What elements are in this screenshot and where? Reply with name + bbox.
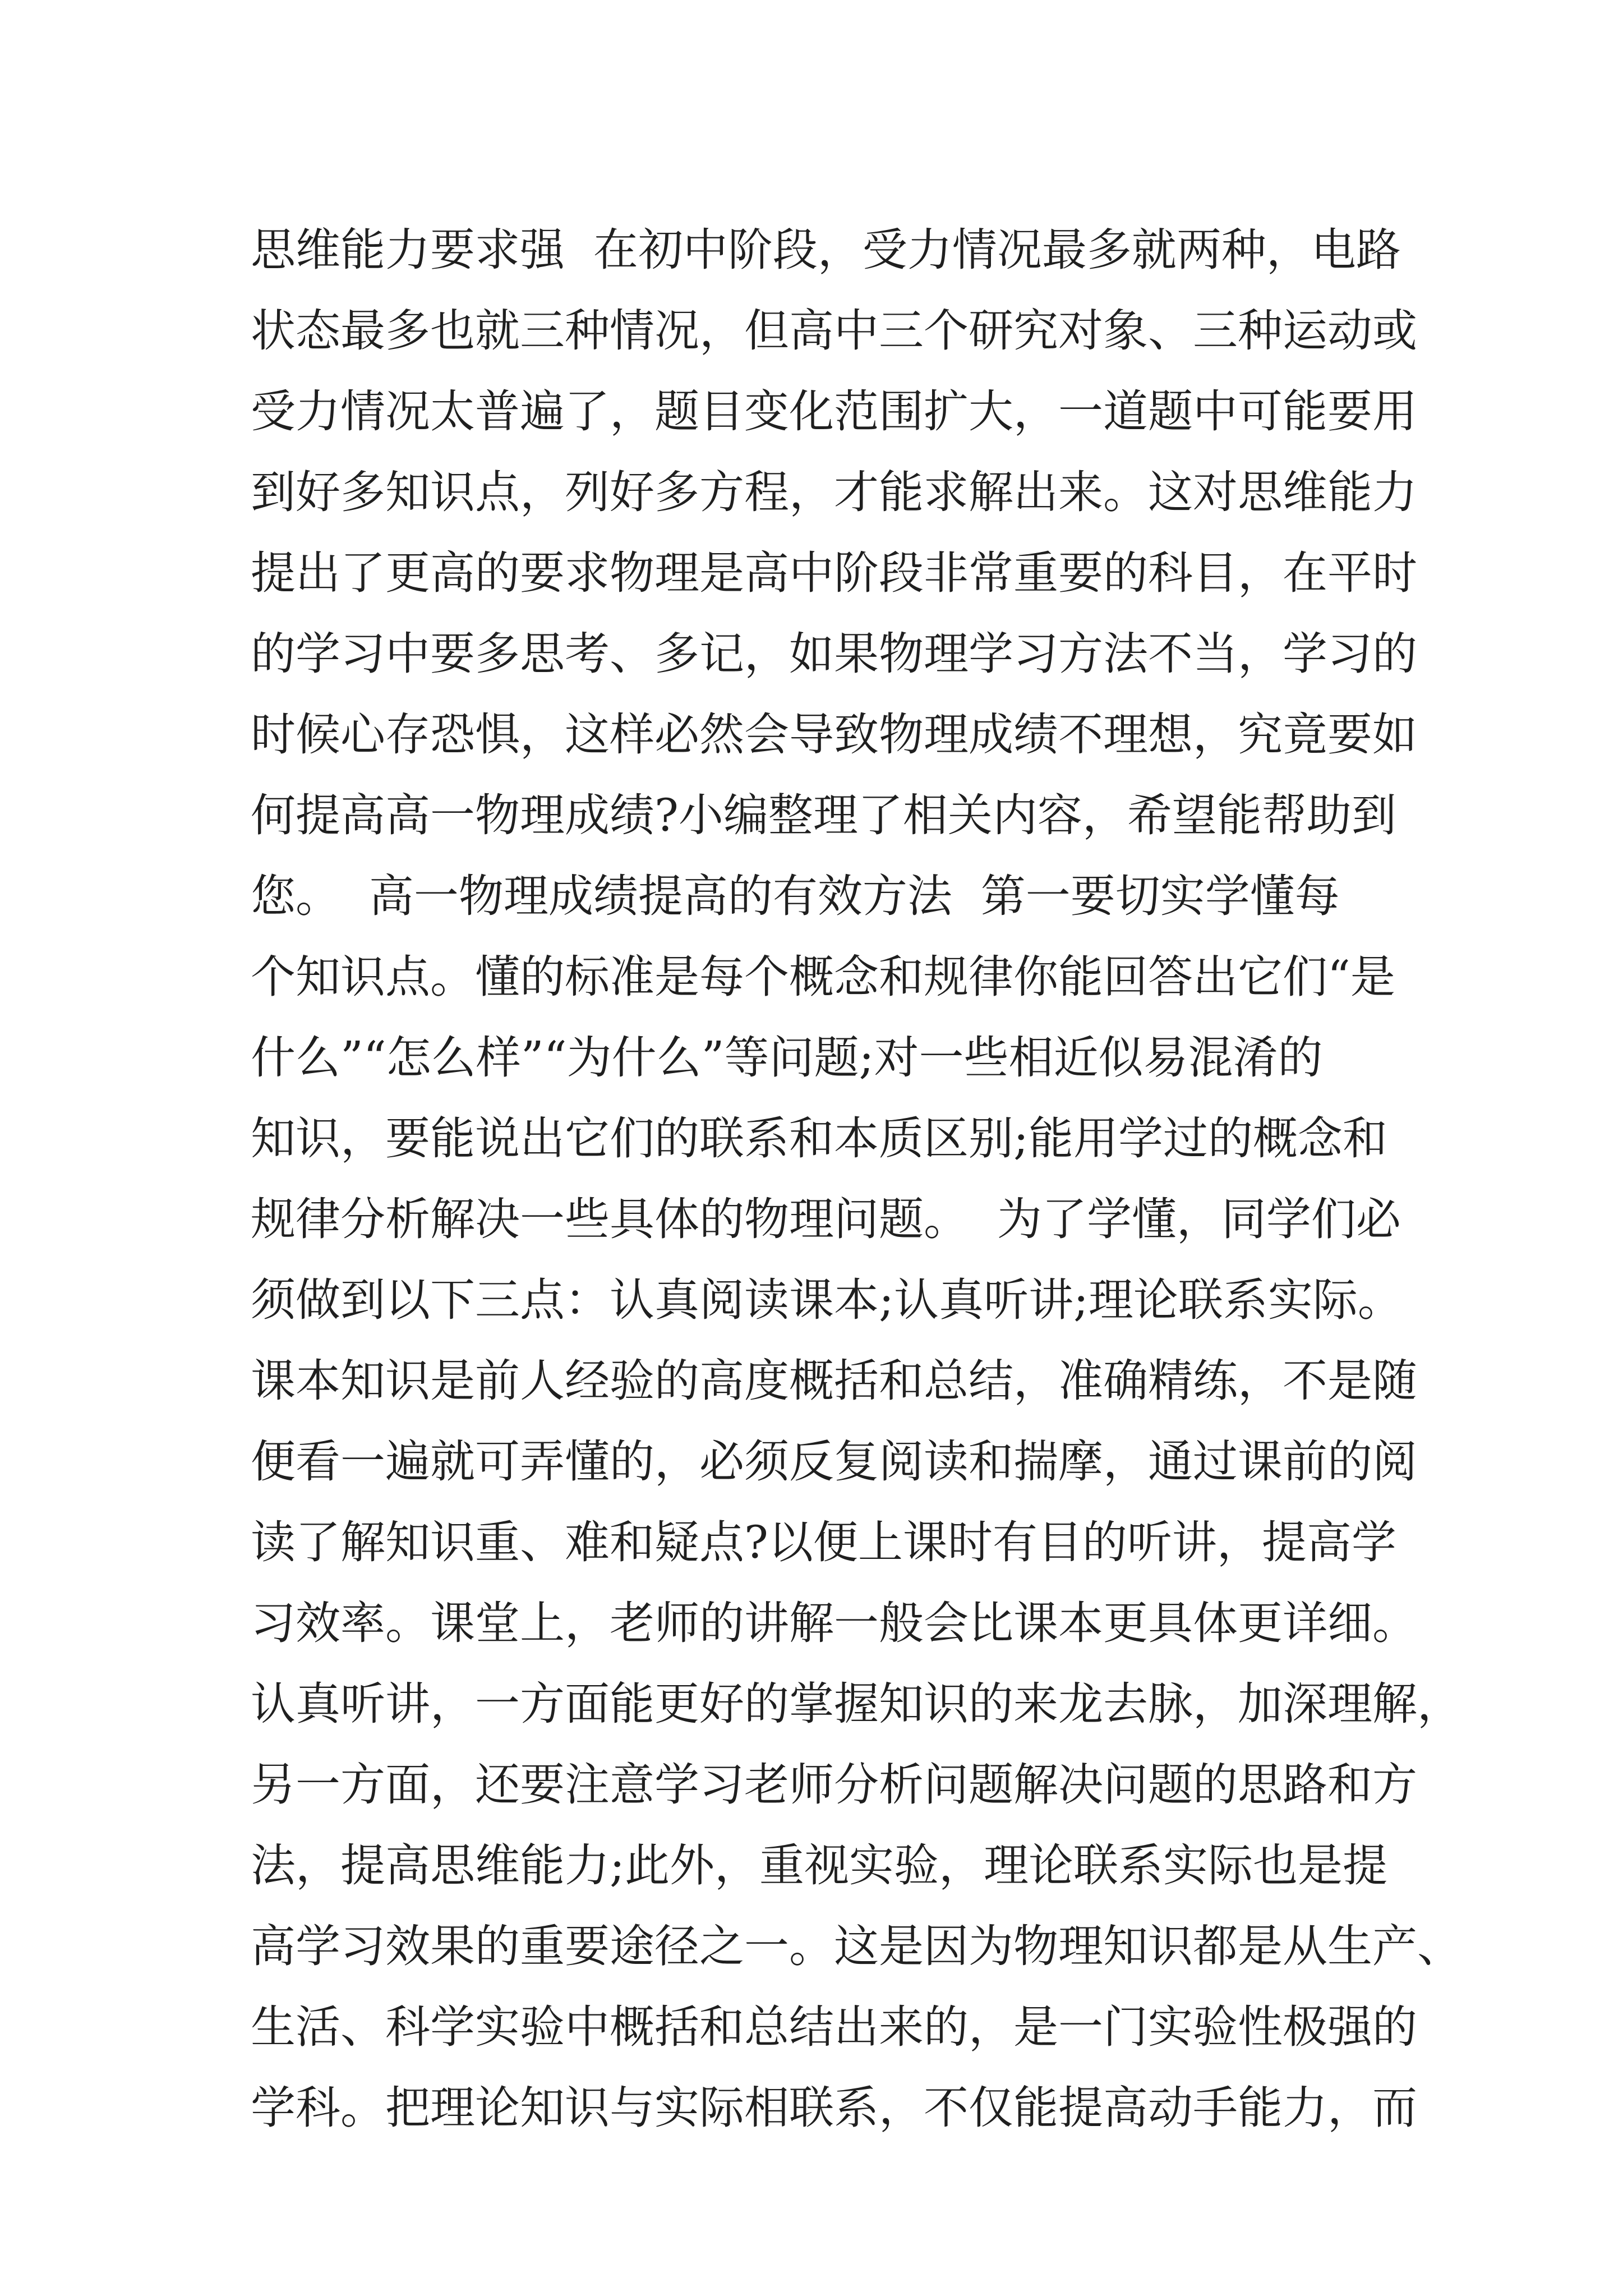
text-line-5: 提出了更高的要求物理是高中阶段非常重要的科目，在平时 [251, 547, 1417, 599]
text-line-13: 规律分析解决一些具体的物理问题。 为了学懂，同学们必 [251, 1193, 1401, 1245]
text-line-12: 知识，要能说出它们的联系和本质区别;能用学过的概念和 [251, 1112, 1387, 1165]
text-line-23: 生活、科学实验中概括和总结出来的，是一门实验性极强的 [251, 2001, 1417, 2053]
text-line-19: 认真听讲，一方面能更好的掌握知识的来龙去脉，加深理解， [251, 1678, 1462, 1730]
text-line-16: 便看一遍就可弄懂的，必须反复阅读和揣摩，通过课前的阅 [251, 1435, 1417, 1488]
text-line-21: 法，提高思维能力;此外，重视实验，理论联系实际也是提 [251, 1839, 1387, 1892]
text-line-24: 学科。把理论知识与实际相联系，不仅能提高动手能力，而 [251, 2082, 1417, 2134]
text-line-3: 受力情况太普遍了，题目变化范围扩大，一道题中可能要用 [251, 385, 1417, 438]
body-text [251, 210, 1462, 2148]
text-line-20: 另一方面，还要注意学习老师分析问题解决问题的思路和方 [251, 1759, 1417, 1811]
text-line-17: 读了解知识重、难和疑点?以便上课时有目的听讲，提高学 [251, 1516, 1396, 1568]
text-line-14: 须做到以下三点：认真阅读课本;认真听讲;理论联系实际。 [251, 1274, 1403, 1326]
text-line-18: 习效率。课堂上，老师的讲解一般会比课本更具体更详细。 [251, 1597, 1417, 1649]
text-line-15: 课本知识是前人经验的高度概括和总结，准确精练，不是随 [251, 1355, 1417, 1407]
text-line-10: 个知识点。懂的标准是每个概念和规律你能回答出它们“是 [251, 951, 1395, 1003]
text-line-4: 到好多知识点，列好多方程，才能求解出来。这对思维能力 [251, 466, 1417, 518]
text-line-22: 高学习效果的重要途径之一。这是因为物理知识都是从生产、 [251, 1920, 1462, 1972]
text-line-6: 的学习中要多思考、多记，如果物理学习方法不当，学习的 [251, 628, 1417, 680]
text-line-7: 时候心存恐惧，这样必然会导致物理成绩不理想，究竟要如 [251, 708, 1417, 761]
text-line-8: 何提高高一物理成绩?小编整理了相关内容，希望能帮助到 [251, 789, 1396, 841]
text-line-1: 思维能力要求强 在初中阶段，受力情况最多就两种，电路 [251, 224, 1401, 276]
text-line-9: 您。 高一物理成绩提高的有效方法 第一要切实学懂每 [251, 870, 1340, 922]
text-line-2: 状态最多也就三种情况，但高中三个研究对象、三种运动或 [251, 305, 1417, 357]
text-line-11: 什么”“怎么样”“为什么”等问题;对一些相近似易混淆的 [251, 1032, 1323, 1084]
